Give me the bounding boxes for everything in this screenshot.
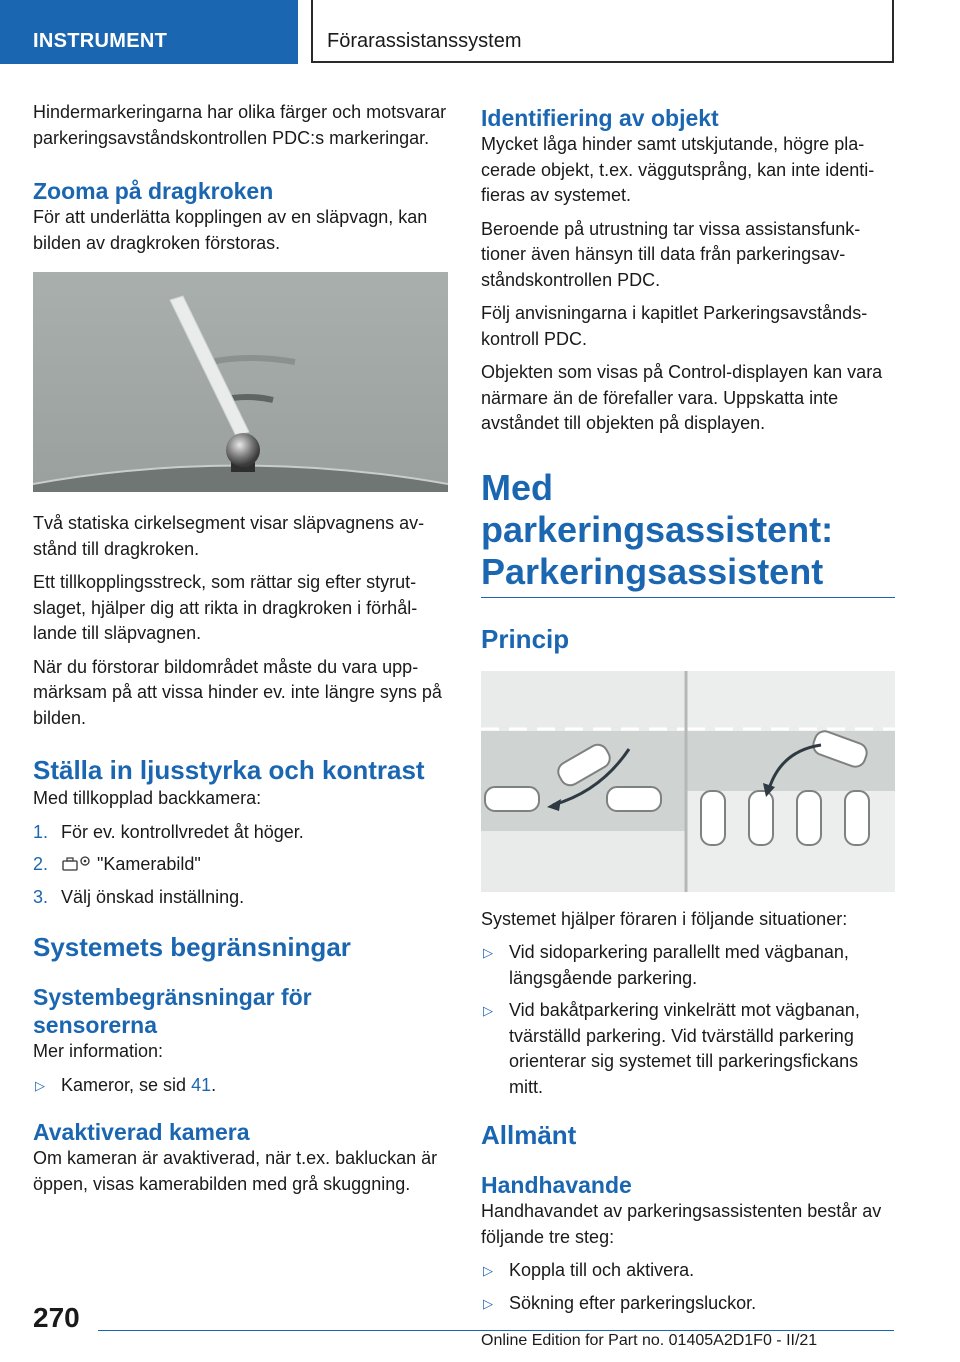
list-item: ▷ Kameror, se sid 41.: [33, 1073, 449, 1099]
tow-paragraph-3: När du förstorar bildområdet måste du vara uppmärksam på att vissa hinder ev. inte längre syns på bilden.: [33, 656, 442, 728]
operation-text: Handhavandet av parkeringsassistenten består av följande tre steg:: [481, 1201, 882, 1247]
list-item: ▷ Sökning efter parkeringsluckor.: [481, 1291, 895, 1317]
list-item: ▷ Vid sidoparkering parallellt med vägbanan, längsgående parkering.: [483, 942, 849, 988]
step-item: 3. Välj önskad inställning.: [33, 886, 245, 907]
identification-paragraph-2: Beroende på utrustning tar vissa assistansfunktioner även hänsyn till data från parkeringsavståndskontrollen PDC.: [481, 218, 861, 290]
limits-heading: Systemets begränsningar: [33, 932, 351, 962]
triangle-bullet-icon: ▷: [35, 1077, 45, 1093]
brightness-intro: Med tillkopplad backkamera:: [33, 788, 262, 808]
page-link[interactable]: 41: [191, 1074, 212, 1095]
operation-heading: Handhavande: [481, 1172, 632, 1198]
sensor-list: [33, 1073, 449, 1099]
operation-list: [481, 1258, 895, 1316]
general-heading: Allmänt: [481, 1120, 577, 1150]
principle-intro: Systemet hjälper föraren i följande situationer:: [481, 908, 848, 929]
triangle-bullet-icon: ▷: [483, 1003, 493, 1018]
edition-footer: Online Edition for Part no. 01405A2D1F0 - II/21: [481, 1332, 818, 1349]
intro-paragraph: Hindermarkeringarna har olika färger och motsvarar parkeringsavståndskontrollen PDC:s markeringar.: [33, 102, 447, 148]
tow-paragraph-1: Två statiska cirkelsegment visar släpvagnens avstånd till dragkroken.: [33, 513, 425, 559]
identification-heading: Identifiering av objekt: [481, 105, 719, 131]
tow-paragraph-2: Ett tillkopplingsstreck, som rättar sig efter styrutslaget, hjälper dig att rikta in dragkroken i förhållande till släpvagnen.: [33, 572, 418, 643]
triangle-bullet-icon: ▷: [483, 945, 493, 960]
triangle-bullet-icon: ▷: [483, 1263, 493, 1278]
section-tab: [0, 0, 298, 64]
sensor-intro: Mer information:: [33, 1041, 164, 1061]
brightness-steps: [33, 820, 449, 911]
zoom-text: För att underlätta kopplingen av en släpvagn, kan bilden av dragkroken förstoras.: [33, 207, 428, 253]
identification-paragraph-3: Följ anvisningarna i kapitlet Parkeringsavståndskontroll PDC.: [481, 303, 868, 349]
camera-settings-icon: [61, 853, 93, 873]
left-column: [33, 100, 449, 1205]
zoom-heading: Zooma på dragkroken: [33, 178, 274, 204]
parking-principle-image: [481, 671, 895, 892]
page-number: 270: [33, 1302, 80, 1333]
identification-paragraph-4: Objekten som visas på Control-displayen kan vara närmare än de förefaller vara. Uppskatta inte avståndet till objekten på displayen.: [481, 362, 883, 433]
footer-divider: [98, 1330, 894, 1331]
chapter-title: Förarassistanssystem: [327, 30, 522, 52]
step-item: 2. "Kamerabild": [33, 854, 201, 874]
list-item: ▷ Koppla till och aktivera.: [481, 1258, 895, 1284]
section-title: INSTRUMENT: [33, 30, 168, 52]
deactivated-camera-heading: Avaktiverad kamera: [33, 1119, 250, 1145]
tow-hitch-image: [33, 272, 448, 492]
right-column: [481, 104, 895, 1324]
main-heading-block: [481, 467, 895, 598]
principle-list: [481, 940, 895, 1100]
identification-paragraph-1: Mycket låga hinder samt utskjutande, högre placerade objekt, t.ex. väggutsprång, kan inte identifieras av systemet.: [481, 134, 875, 205]
sensor-limits-heading: Systembegränsningar för sensorerna: [33, 984, 312, 1038]
step-item: 1. För ev. kontrollvredet åt höger.: [33, 821, 304, 842]
list-item: ▷ Vid bakåtparkering vinkelrätt mot vägbanan, tvärställd parkering. Vid tvärställd parkering orienterar sig systemet till parkeringsfickans mitt.: [483, 1000, 860, 1097]
principle-heading: Princip: [481, 623, 570, 654]
main-heading-line-2: Parkeringsassistent: [481, 550, 824, 592]
deactivated-camera-text: Om kameran är avaktiverad, när t.ex. bakluckan är öppen, visas kamerabilden med grå skuggning.: [33, 1148, 438, 1194]
triangle-bullet-icon: ▷: [483, 1295, 493, 1311]
brightness-heading: Ställa in ljusstyrka och kontrast: [33, 755, 425, 785]
main-heading-line-1: Med parkeringsassistent:: [481, 466, 834, 550]
chapter-header: [311, 0, 894, 63]
